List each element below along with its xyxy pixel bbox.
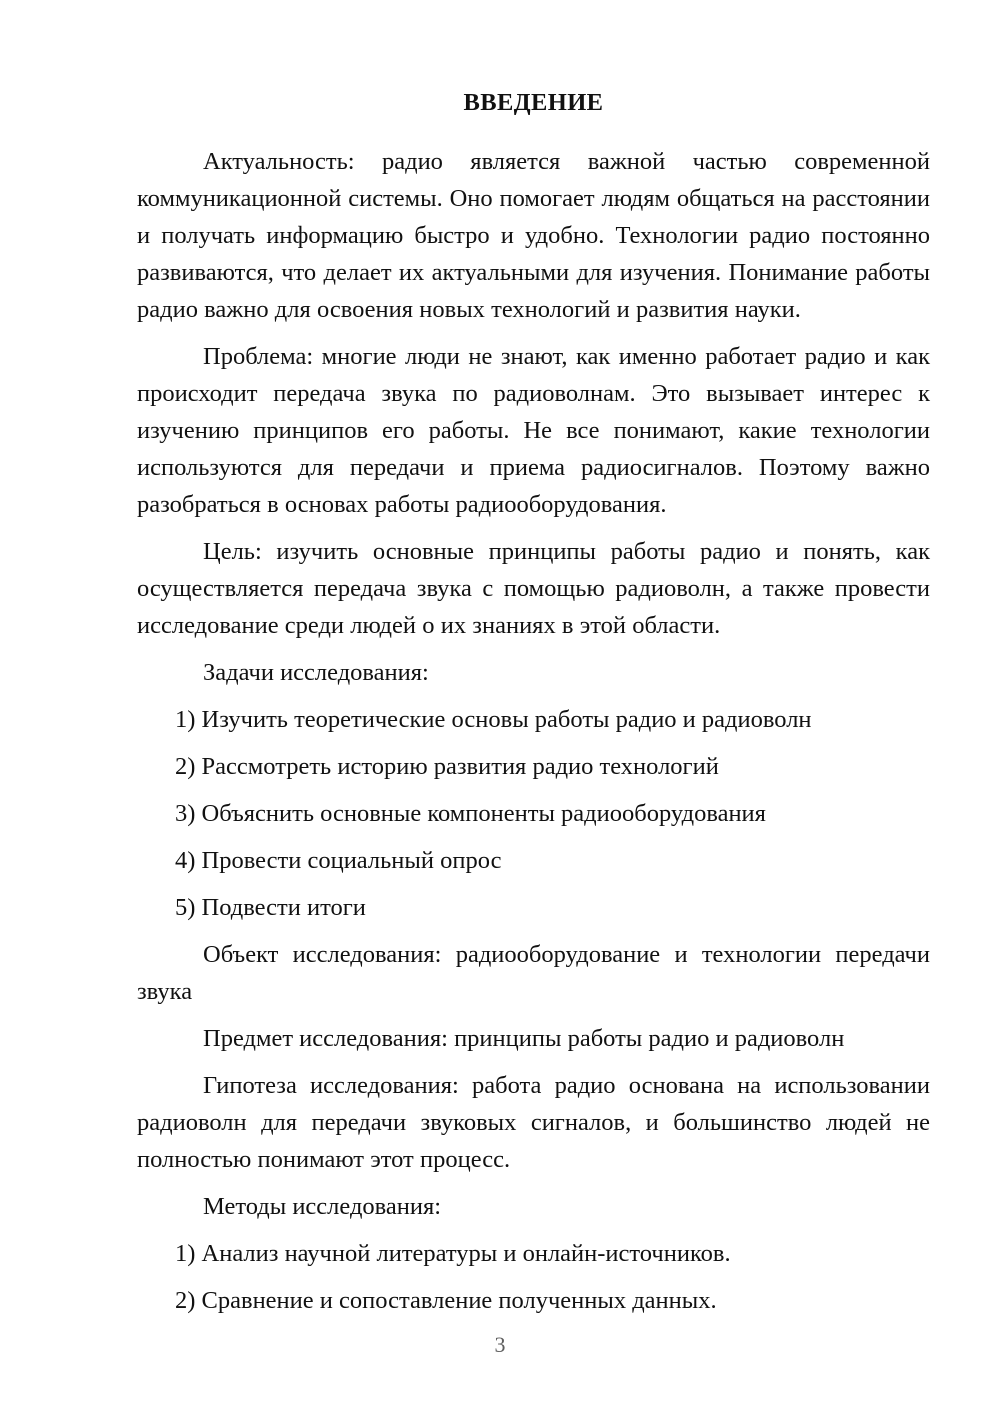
paragraph-problem: Проблема: многие люди не знают, как именно работает радио и как происходит передача звука по радиоволнам. Это вызывает интерес к изучению принципов его работы. Не все понимают, какие технологии используются для передачи и приема радиосигналов. Поэтому важно разобраться в основах работы радиооборудования. <box>137 343 930 519</box>
paragraph-hypothesis: Гипотеза исследования: работа радио основана на использовании радиоволн для передачи звуковых сигналов, и большинство людей не полностью понимают этот процесс. <box>137 1072 930 1174</box>
list-item: 4) Провести социальный опрос <box>175 847 502 875</box>
paragraph-subject: Предмет исследования: принципы работы радио и радиоволн <box>203 1025 845 1053</box>
list-item: 1) Изучить теоретические основы работы радио и радиоволн <box>175 706 812 734</box>
paragraph-relevance: Актуальность: радио является важной частью современной коммуникационной системы. Оно помогает людям общаться на расстоянии и получать информацию быстро и удобно. Технологии радио постоянно развиваются, что делает их актуальными для изучения. Понимание работы радио важно для освоения новых технологий и развития науки. <box>137 148 930 324</box>
paragraph-object: Объект исследования: радиооборудование и технологии передачи звука <box>137 941 930 1006</box>
list-item: 2) Рассмотреть историю развития радио технологий <box>175 753 719 781</box>
page-number: 3 <box>494 1332 506 1357</box>
tasks-heading: Задачи исследования: <box>203 659 429 687</box>
methods-heading: Методы исследования: <box>203 1193 442 1221</box>
tasks-list <box>137 701 930 926</box>
document-body <box>137 88 930 1329</box>
methods-list <box>137 1235 930 1319</box>
page-title: ВВЕДЕНИЕ <box>463 89 604 116</box>
list-item: 3) Объяснить основные компоненты радиооборудования <box>175 800 766 828</box>
paragraph-goal: Цель: изучить основные принципы работы радио и понять, как осуществляется передача звука с помощью радиоволн, а также провести исследование среди людей о их знаниях в этой области. <box>137 538 930 640</box>
list-item: 1) Анализ научной литературы и онлайн-источников. <box>175 1240 731 1268</box>
list-item: 5) Подвести итоги <box>175 894 366 922</box>
list-item: 2) Сравнение и сопоставление полученных данных. <box>175 1287 717 1315</box>
